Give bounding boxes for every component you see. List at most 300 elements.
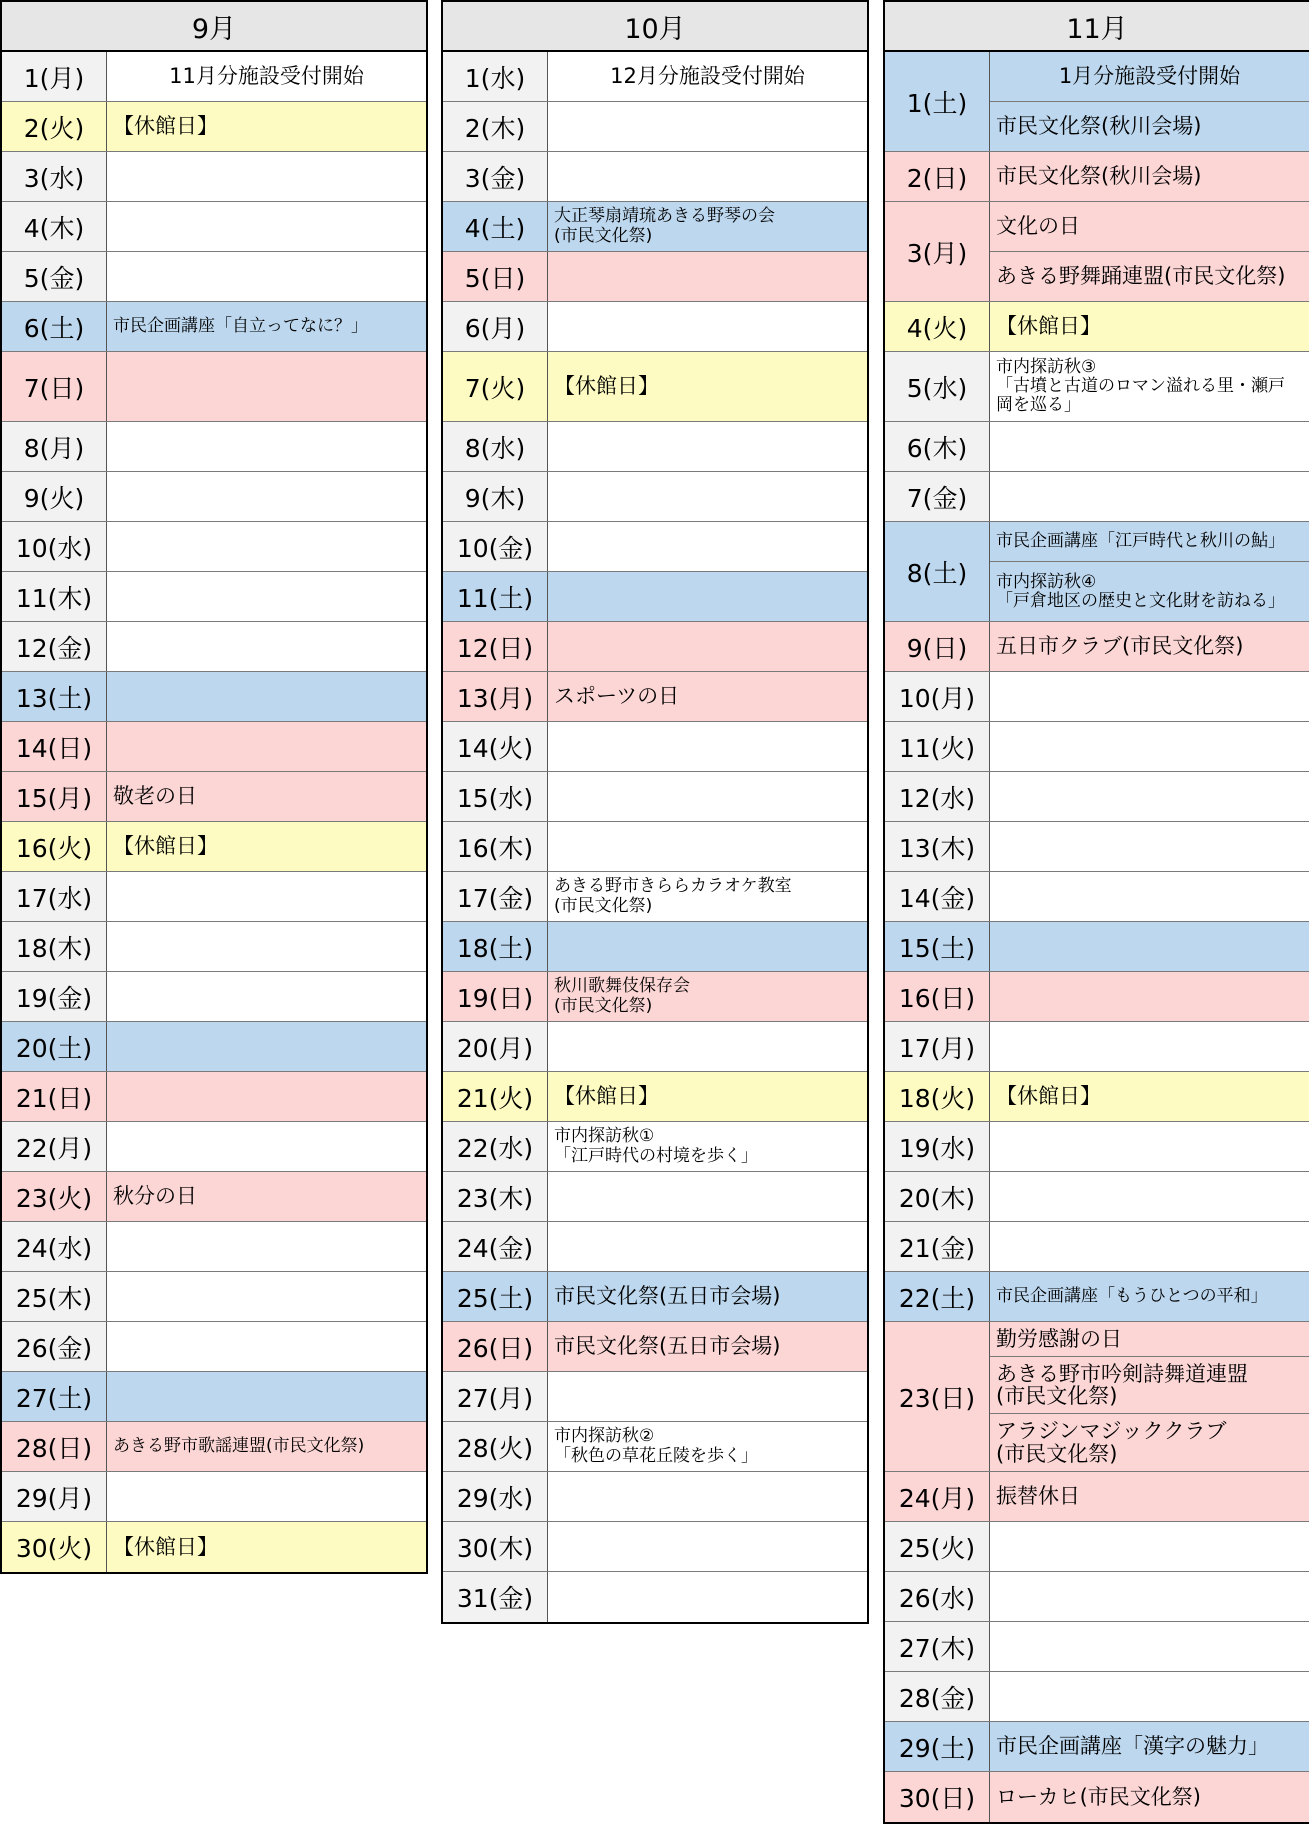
day-label: 3(月): [885, 202, 990, 301]
event-text: 市民文化祭(五日市会場): [554, 1284, 781, 1309]
event-cell: [990, 822, 1309, 871]
day-label: 25(火): [885, 1522, 990, 1571]
event-text: 市内探訪秋② 「秋色の草花丘陵を歩く」: [554, 1426, 758, 1466]
day-label: 28(金): [885, 1672, 990, 1721]
day-label: 16(日): [885, 972, 990, 1021]
event-empty: [990, 1172, 1309, 1221]
event-cell: [990, 1022, 1309, 1071]
event-cell: [990, 1522, 1309, 1571]
day-label: 15(土): [885, 922, 990, 971]
day-label: 19(水): [885, 1122, 990, 1171]
event-empty: [548, 102, 867, 151]
event-empty: [107, 152, 426, 201]
day-row: [2, 1272, 426, 1322]
day-label: 24(月): [885, 1472, 990, 1521]
month-column: [0, 0, 428, 1574]
day-row: [2, 302, 426, 352]
day-label: 28(火): [443, 1422, 548, 1471]
day-label: 11(木): [2, 572, 107, 621]
event-cell: [107, 1422, 426, 1471]
day-label: 31(金): [443, 1572, 548, 1622]
day-label: 2(火): [2, 102, 107, 151]
event-cell: [990, 722, 1309, 771]
event-cell: [548, 1522, 867, 1571]
event-text: 市民文化祭(五日市会場): [554, 1334, 781, 1359]
event-cell: [990, 622, 1309, 671]
event-cell: [107, 922, 426, 971]
day-row: [443, 822, 867, 872]
event-text: スポーツの日: [554, 684, 680, 709]
day-label: 12(金): [2, 622, 107, 671]
day-row: [2, 352, 426, 422]
day-row: [2, 972, 426, 1022]
day-row: [443, 302, 867, 352]
event-cell: [990, 522, 1309, 621]
event-empty: [990, 822, 1309, 871]
day-row: [885, 1522, 1309, 1572]
event-item: [548, 202, 867, 251]
day-label: 9(日): [885, 622, 990, 671]
event-cell: [107, 472, 426, 521]
day-row: [443, 1322, 867, 1372]
event-empty: [107, 622, 426, 671]
event-cell: [107, 1122, 426, 1171]
day-row: [443, 872, 867, 922]
day-row: [443, 152, 867, 202]
day-row: [885, 672, 1309, 722]
event-text: あきる野市きららカラオケ教室 (市民文化祭): [554, 876, 792, 916]
day-label: 27(月): [443, 1372, 548, 1421]
event-text: 市民企画講座「もうひとつの平和」: [996, 1285, 1268, 1306]
event-cell: [548, 1422, 867, 1471]
event-cell: [107, 822, 426, 871]
event-text: 市内探訪秋① 「江戸時代の村境を歩く」: [554, 1126, 758, 1166]
day-label: 11(土): [443, 572, 548, 621]
event-cell: [107, 1322, 426, 1371]
event-cell: [107, 672, 426, 721]
day-label: 1(月): [2, 52, 107, 101]
day-row: [443, 1372, 867, 1422]
event-cell: [107, 152, 426, 201]
event-empty: [107, 1222, 426, 1271]
day-row: [443, 1072, 867, 1122]
event-cell: [107, 872, 426, 921]
event-text: アラジンマジッククラブ (市民文化祭): [996, 1419, 1227, 1466]
day-label: 20(木): [885, 1172, 990, 1221]
event-empty: [548, 1472, 867, 1521]
day-label: 26(金): [2, 1322, 107, 1371]
day-row: [2, 472, 426, 522]
event-item: [107, 52, 426, 101]
day-row: [2, 422, 426, 472]
event-empty: [548, 1372, 867, 1421]
event-empty: [990, 922, 1309, 971]
event-text: 12月分施設受付開始: [610, 64, 805, 89]
event-text: 秋分の日: [113, 1184, 197, 1209]
event-cell: [107, 1022, 426, 1071]
day-label: 29(月): [2, 1472, 107, 1521]
day-row: [885, 1172, 1309, 1222]
day-row: [885, 352, 1309, 422]
event-text: 【休館日】: [113, 1534, 218, 1559]
day-label: 29(水): [443, 1472, 548, 1521]
event-text: 敬老の日: [113, 784, 197, 809]
day-row: [2, 1372, 426, 1422]
day-row: [2, 102, 426, 152]
event-cell: [990, 1622, 1309, 1671]
event-cell: [548, 772, 867, 821]
event-cell: [548, 1072, 867, 1121]
event-empty: [107, 202, 426, 251]
day-label: 15(月): [2, 772, 107, 821]
event-text: あきる野舞踊連盟(市民文化祭): [996, 264, 1286, 289]
day-row: [2, 202, 426, 252]
event-item: [990, 1272, 1309, 1321]
event-cell: [107, 1372, 426, 1421]
day-label: 12(日): [443, 622, 548, 671]
event-item: [107, 1422, 426, 1471]
day-label: 18(火): [885, 1072, 990, 1121]
event-cell: [107, 1222, 426, 1271]
event-cell: [548, 252, 867, 301]
event-cell: [990, 1772, 1309, 1822]
day-label: 15(水): [443, 772, 548, 821]
day-label: 20(月): [443, 1022, 548, 1071]
event-empty: [990, 472, 1309, 521]
day-row: [2, 1322, 426, 1372]
day-row: [443, 772, 867, 822]
event-cell: [548, 1372, 867, 1421]
event-empty: [107, 872, 426, 921]
event-cell: [107, 622, 426, 671]
event-cell: [548, 1322, 867, 1371]
event-cell: [990, 1572, 1309, 1621]
day-row: [2, 672, 426, 722]
event-item: [990, 1472, 1309, 1521]
event-cell: [990, 972, 1309, 1021]
day-label: 4(土): [443, 202, 548, 251]
event-item: [990, 52, 1309, 101]
day-row: [2, 1172, 426, 1222]
day-label: 17(金): [443, 872, 548, 921]
event-cell: [107, 302, 426, 351]
day-row: [2, 522, 426, 572]
day-row: [443, 622, 867, 672]
day-label: 22(月): [2, 1122, 107, 1171]
event-cell: [990, 872, 1309, 921]
day-row: [885, 422, 1309, 472]
event-cell: [990, 1722, 1309, 1771]
day-row: [885, 722, 1309, 772]
day-label: 12(水): [885, 772, 990, 821]
day-row: [443, 422, 867, 472]
event-item: [548, 1272, 867, 1321]
day-row: [2, 1072, 426, 1122]
event-empty: [548, 1172, 867, 1221]
day-label: 11(火): [885, 722, 990, 771]
event-cell: [990, 1172, 1309, 1221]
day-row: [443, 1272, 867, 1322]
day-label: 10(金): [443, 522, 548, 571]
event-item: [107, 1522, 426, 1572]
day-row: [885, 1272, 1309, 1322]
event-item: [990, 1356, 1309, 1414]
event-item: [548, 1422, 867, 1471]
day-label: 9(火): [2, 472, 107, 521]
event-empty: [990, 672, 1309, 721]
event-empty: [107, 722, 426, 771]
event-text: 勤労感謝の日: [996, 1326, 1122, 1351]
event-empty: [107, 1272, 426, 1321]
day-row: [885, 1022, 1309, 1072]
event-text: 五日市クラブ(市民文化祭): [996, 634, 1244, 659]
event-empty: [107, 972, 426, 1021]
event-item: [548, 1322, 867, 1371]
day-label: 26(水): [885, 1572, 990, 1621]
day-row: [443, 352, 867, 422]
event-cell: [107, 252, 426, 301]
event-empty: [990, 972, 1309, 1021]
day-label: 19(日): [443, 972, 548, 1021]
event-cell: [107, 572, 426, 621]
event-cell: [548, 472, 867, 521]
event-text: 市民企画講座「自立ってなに？」: [113, 315, 368, 336]
day-row: [885, 302, 1309, 352]
day-label: 3(水): [2, 152, 107, 201]
day-row: [2, 1122, 426, 1172]
event-item: [990, 101, 1309, 151]
day-label: 5(日): [443, 252, 548, 301]
day-row: [885, 1072, 1309, 1122]
day-row: [443, 672, 867, 722]
day-label: 23(日): [885, 1322, 990, 1471]
day-label: 5(水): [885, 352, 990, 421]
month-column: [883, 0, 1309, 1824]
event-cell: [548, 1022, 867, 1071]
day-label: 18(木): [2, 922, 107, 971]
event-cell: [548, 672, 867, 721]
day-label: 6(木): [885, 422, 990, 471]
day-label: 21(火): [443, 1072, 548, 1121]
event-item: [990, 1722, 1309, 1771]
event-cell: [107, 1272, 426, 1321]
event-empty: [107, 352, 426, 421]
day-label: 13(土): [2, 672, 107, 721]
event-cell: [548, 352, 867, 421]
event-empty: [990, 1672, 1309, 1721]
month-header: 11月: [885, 2, 1309, 52]
event-text: 市民文化祭(秋川会場): [996, 164, 1202, 189]
day-row: [885, 522, 1309, 622]
event-item: [990, 352, 1309, 421]
event-empty: [990, 1622, 1309, 1671]
event-cell: [548, 152, 867, 201]
event-empty: [990, 772, 1309, 821]
event-empty: [548, 922, 867, 971]
event-empty: [990, 1122, 1309, 1171]
event-item: [990, 152, 1309, 201]
day-label: 6(月): [443, 302, 548, 351]
event-text: 市民企画講座「漢字の魅力」: [996, 1734, 1269, 1759]
day-row: [2, 52, 426, 102]
event-text: 市内探訪秋③ 「古墳と古道のロマン溢れる里・瀬戸 岡を巡る」: [996, 356, 1285, 416]
event-cell: [548, 872, 867, 921]
event-empty: [990, 422, 1309, 471]
event-text: 【休館日】: [554, 1084, 659, 1109]
day-row: [885, 772, 1309, 822]
day-label: 6(土): [2, 302, 107, 351]
event-cell: [107, 772, 426, 821]
day-row: [885, 52, 1309, 152]
event-cell: [990, 1322, 1309, 1471]
event-empty: [548, 772, 867, 821]
day-row: [2, 922, 426, 972]
day-row: [2, 1022, 426, 1072]
event-text: 1月分施設受付開始: [1058, 64, 1241, 89]
event-cell: [990, 52, 1309, 151]
event-empty: [990, 1022, 1309, 1071]
day-label: 16(木): [443, 822, 548, 871]
day-row: [885, 1472, 1309, 1522]
event-cell: [990, 1222, 1309, 1271]
day-row: [885, 822, 1309, 872]
event-cell: [107, 522, 426, 571]
event-cell: [548, 972, 867, 1021]
day-row: [885, 872, 1309, 922]
event-cell: [990, 1122, 1309, 1171]
event-item: [548, 872, 867, 921]
event-cell: [548, 1272, 867, 1321]
event-cell: [107, 202, 426, 251]
event-item: [548, 672, 867, 721]
day-label: 3(金): [443, 152, 548, 201]
event-item: [107, 302, 426, 351]
day-row: [443, 1472, 867, 1522]
day-row: [443, 722, 867, 772]
event-empty: [548, 622, 867, 671]
event-item: [107, 102, 426, 151]
day-label: 27(木): [885, 1622, 990, 1671]
day-label: 13(木): [885, 822, 990, 871]
day-row: [885, 1672, 1309, 1722]
day-row: [885, 1722, 1309, 1772]
day-label: 13(月): [443, 672, 548, 721]
day-label: 18(土): [443, 922, 548, 971]
month-header: 9月: [2, 2, 426, 52]
event-empty: [990, 722, 1309, 771]
day-label: 1(土): [885, 52, 990, 151]
event-cell: [548, 102, 867, 151]
event-cell: [548, 302, 867, 351]
event-empty: [107, 1022, 426, 1071]
day-row: [2, 622, 426, 672]
event-cell: [548, 202, 867, 251]
event-empty: [548, 572, 867, 621]
day-row: [443, 252, 867, 302]
event-text: 【休館日】: [113, 834, 218, 859]
event-item: [990, 251, 1309, 301]
day-row: [885, 1622, 1309, 1672]
event-item: [990, 302, 1309, 351]
event-cell: [107, 352, 426, 421]
event-cell: [990, 152, 1309, 201]
event-item: [107, 772, 426, 821]
day-label: 23(火): [2, 1172, 107, 1221]
event-empty: [107, 1372, 426, 1421]
day-label: 25(土): [443, 1272, 548, 1321]
event-cell: [548, 572, 867, 621]
event-empty: [548, 822, 867, 871]
event-item: [990, 202, 1309, 251]
event-cell: [548, 722, 867, 771]
day-label: 10(水): [2, 522, 107, 571]
day-label: 9(木): [443, 472, 548, 521]
event-text: 【休館日】: [996, 1084, 1101, 1109]
event-cell: [548, 822, 867, 871]
day-row: [443, 102, 867, 152]
event-item: [990, 522, 1309, 561]
event-item: [990, 1322, 1309, 1356]
day-row: [885, 1772, 1309, 1822]
day-label: 24(金): [443, 1222, 548, 1271]
event-text: 秋川歌舞伎保存会 (市民文化祭): [554, 976, 690, 1016]
day-label: 17(水): [2, 872, 107, 921]
day-label: 8(水): [443, 422, 548, 471]
event-item: [990, 561, 1309, 621]
day-row: [2, 772, 426, 822]
event-cell: [107, 1072, 426, 1121]
event-cell: [990, 472, 1309, 521]
day-row: [885, 622, 1309, 672]
day-label: 14(火): [443, 722, 548, 771]
event-cell: [548, 1122, 867, 1171]
event-cell: [107, 1472, 426, 1521]
day-label: 30(日): [885, 1772, 990, 1822]
event-item: [990, 1413, 1309, 1471]
day-label: 27(土): [2, 1372, 107, 1421]
day-row: [2, 1522, 426, 1572]
event-item: [990, 622, 1309, 671]
event-empty: [107, 1122, 426, 1171]
event-cell: [107, 422, 426, 471]
event-text: 【休館日】: [554, 374, 659, 399]
event-text: 11月分施設受付開始: [169, 64, 364, 89]
day-label: 14(日): [2, 722, 107, 771]
day-row: [2, 822, 426, 872]
event-empty: [107, 672, 426, 721]
event-text: 振替休日: [996, 1484, 1080, 1509]
event-text: 文化の日: [996, 214, 1080, 239]
event-text: 市民文化祭(秋川会場): [996, 114, 1202, 139]
event-empty: [548, 302, 867, 351]
event-cell: [548, 1222, 867, 1271]
day-row: [443, 472, 867, 522]
month-header: 10月: [443, 2, 867, 52]
event-cell: [990, 1672, 1309, 1721]
event-cell: [548, 1472, 867, 1521]
day-row: [443, 1422, 867, 1472]
event-item: [548, 352, 867, 421]
event-cell: [990, 1072, 1309, 1121]
event-empty: [990, 872, 1309, 921]
event-empty: [990, 1222, 1309, 1271]
day-row: [443, 972, 867, 1022]
day-row: [443, 1522, 867, 1572]
event-cell: [990, 302, 1309, 351]
day-label: 7(日): [2, 352, 107, 421]
event-text: 市内探訪秋④ 「戸倉地区の歴史と文化財を訪ねる」: [996, 571, 1285, 611]
day-label: 8(月): [2, 422, 107, 471]
